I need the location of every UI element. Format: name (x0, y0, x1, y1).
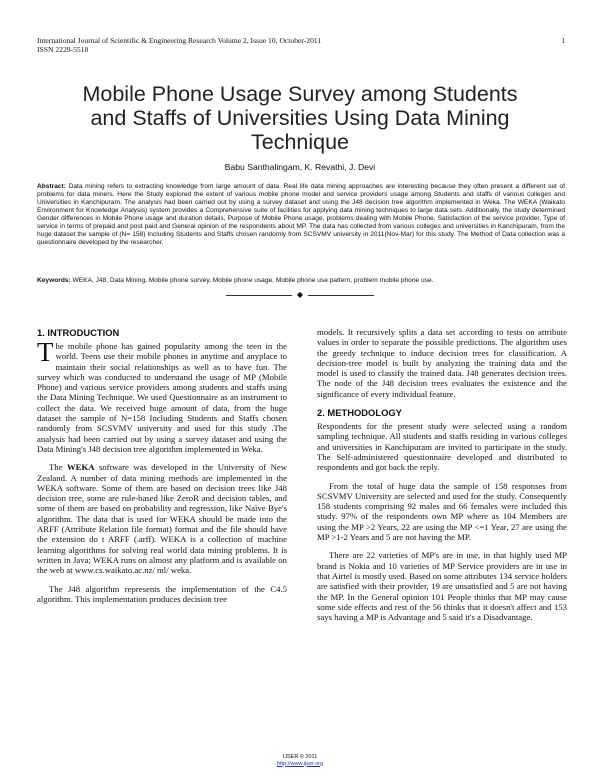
abstract (37, 183, 565, 247)
intro-paragraph-2 (37, 462, 287, 575)
title-line-2: and Staffs of Universities Using Data Mining (90, 106, 510, 130)
copyright: IJSER © 2011 (282, 754, 318, 760)
intro-continued-paragraph: models. It recursively splits a data set according to tests on attribute values in order to separate the possible predictions. The algorithm uses the greedy technique to induce decision trees for classification. A decision-tree model is built by analyzing the training data and the model is used to classify the trained data. J48 generates decision trees. The node of the J48 decision trees evaluates the existence and the significance of every individual feature. (317, 327, 567, 399)
issn: ISSN 2229-5518 (37, 45, 89, 54)
divider-rule-right (308, 295, 374, 296)
right-column (317, 327, 567, 630)
abstract-label: Abstract: (37, 183, 66, 190)
intro-paragraph-3: The J48 algorithm represents the implementation of the C4.5 algorithm. This implementation produces decision tree (37, 583, 287, 604)
title-line-1: Mobile Phone Usage Survey among Students (82, 82, 518, 106)
journal-header (37, 36, 565, 54)
paper-title (40, 82, 560, 154)
abstract-text: Data mining refers to extracting knowledge from large amount of data. Real life data mining approaches are interesting because they often present a different set of problems for data miners. Here the Study explored the extent of various mobile phone model and service providers usage among Students and staffs of various colleges and Universities in Kanchipuram. The analysis had been carried out by using a survey dataset and using the J48 decision tree algorithm implemented in Weka. The WEKA (Waikato Environment for Knowledge Analysis) system provides a Comprehensive suite of facilities for applying data mining techniques to large data sets. Additionally, the study determined Gender differences in Mobile Phone usage and duration details, Purpose of Mobile Phone usage, problems dealing with Mobile Phone, Satisfaction of the service provider, Type of service in terms of prepaid and post paid and General opinion of the respondents about MP. The data has collected from various colleges and universities in Kanchipuram, from the huge dataset the sample of (N= 158) Including Students and Staffs chosen randomly from SCSVMV university in 2011(Nov-Mar) for this study. The Method of Data collection was a questionnaire developed by the researcher. (37, 183, 565, 247)
introduction-heading: 1. INTRODUCTION (37, 327, 120, 338)
method-paragraph-3: There are 22 varieties of MP's are in use, in that highly used MP brand is Nokia and 10 varieties of MP Service providers are in use in that Airtel is mostly used. Based on some attributes 134 service holders are satisfied with their provider, 19 are unsatisfied and 5 are not having the MP. In the General opinion 101 People thinks that MP may cause some side effects and rest of the 56 thinks that it doesn't affect and 153 says having a MP is Advantage and 5 said it's a Disadvantage. (317, 550, 567, 623)
journal-name: International Journal of Scientific & Engineering Research Volume 2, Issue 10, October-2011 (37, 36, 322, 45)
divider-rule-left (226, 295, 292, 296)
page-number: 1 (561, 36, 565, 45)
method-paragraph-1: Respondents for the present study were selected using a random sampling technique. All students and staffs residing in various colleges and universities in Kanchipuram are invited to participate in the study. The Self-administered questionnaire developed and distributed to respondents and got back the reply. (317, 421, 567, 473)
title-line-3: Technique (250, 130, 350, 154)
authors: Babu Santhalingam, K. Revathi, J. Devi (224, 162, 376, 172)
method-paragraph-2: From the total of huge data the sample of 158 responses from SCSVMV University are selected and used for the study. Consequently 158 students comprising 92 males and 66 females were included this study. 97% of the respondents own MP where as 104 Members are using the MP >2 Years, 22 are using the MP <=1 Year, 27 are using the MP >1-2 Years and 5 are not having the MP. (317, 480, 567, 543)
left-column (37, 327, 287, 612)
section-divider (0, 290, 600, 299)
intro-paragraph-1 (37, 337, 287, 454)
page-footer (0, 754, 600, 767)
drop-cap: T (37, 337, 54, 367)
diamond-icon: ◆ (296, 290, 304, 299)
keywords-text: WEKA, J48, Data Mining, Mobile phone survey, Mobile phone usage, Mobile phone use pattern, problem mobile phone use. (70, 277, 434, 284)
intro-paragraph-1-text: he mobile phone has gained popularity among the teen in the world. Teens use their mobile phones in anytime and anyplace to maintain their social relationships as well as to have fun. The survey which was conducted to understand the usage of MP (Mobile Phone) and various service providers among students and staffs using the Data Mining Technique. We used Questionnaire as an instrument to collect the data. We received huge amount of data, from the huge dataset the sample of N=158 Including Students and Staffs chosen randomly from SCSVMV university and used for this study .The analysis had been carried out by using a survey dataset and using the Data Mining's J48 decision tree algorithm implemented in Weka. (37, 341, 287, 454)
methodology-heading: 2. METHODOLOGY (317, 407, 402, 419)
journal-link[interactable]: http://www.ijser.org (276, 760, 324, 767)
intro-p2-pre: The (49, 462, 67, 473)
intro-p2-post: software was developed in the University of New Zealand. A number of data mining methods are implemented in the WEKA software. Some of them are based on decision trees like J48 decision tree, some are rule-based like ZeroR and decision tables, and some of them are based on probability and regression, like Naïve Bye's algorithm. The data that is used for WEKA should be made into the ARFF (Attribute Relation file format) format and the file should have the extension do t ARFF (.arff). WEKA is a collection of machine learning algorithms for solving real world data mining problems. It is written in Java; WEKA runs on almost any platform and is available on the web at www.cs.waikato.ac.nz/ ml/ weka. (37, 462, 287, 576)
keywords (37, 277, 565, 285)
weka-bold: WEKA (66, 462, 95, 473)
keywords-label: Keywords: (37, 277, 71, 284)
